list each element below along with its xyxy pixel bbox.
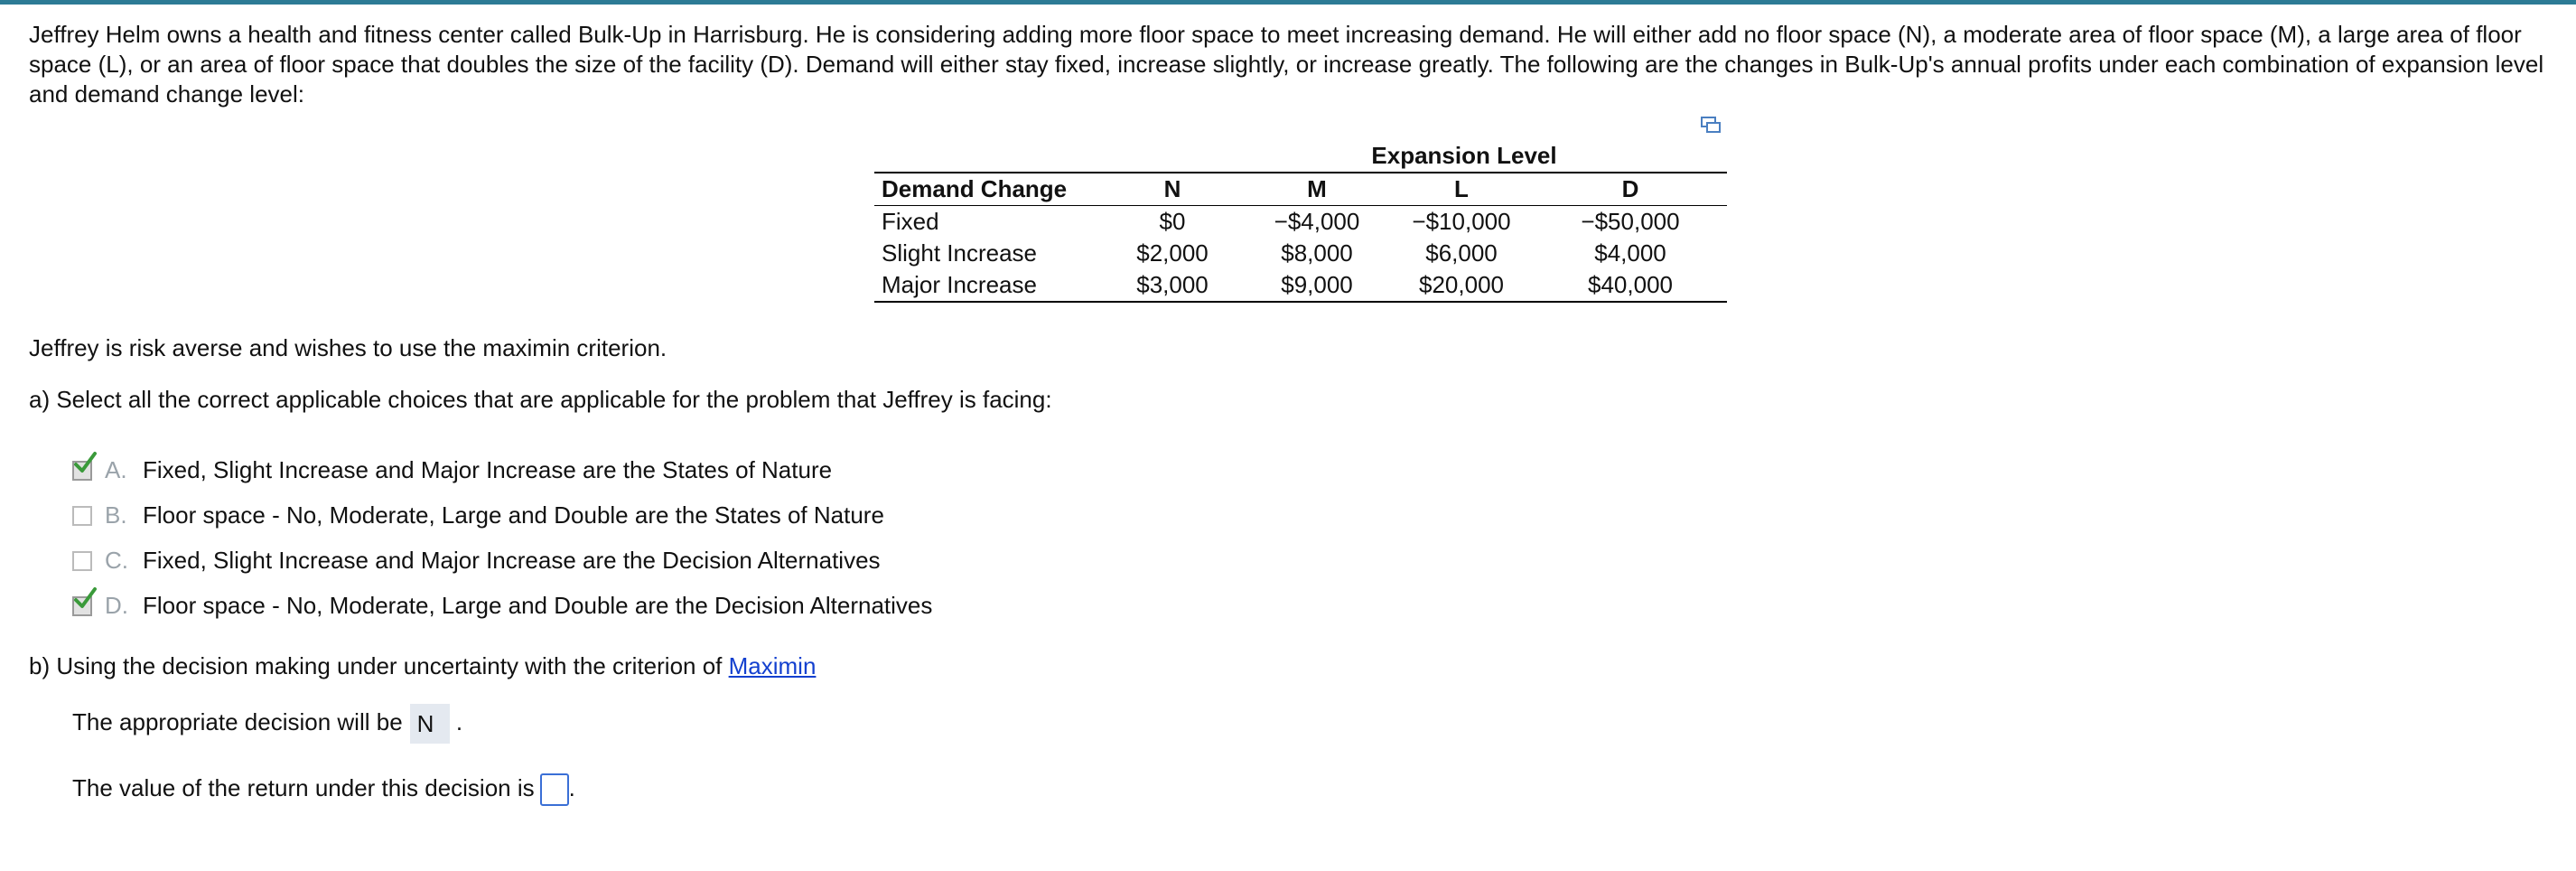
choice-b-text: Floor space - No, Moderate, Large and Double are the States of Nature [143, 501, 884, 529]
choice-b-letter: B. [105, 501, 127, 529]
part-b-prefix: b) Using the decision making under uncertainty with the criterion of [29, 652, 729, 679]
row-label: Fixed [882, 208, 939, 235]
problem-statement: Jeffrey Helm owns a health and fitness center called Bulk-Up in Harrisburg. He is considering adding more floor space to meet increasing demand. He will either add no floor space (N), a moderate area of floor space (M), a large area of floor space (L), or an area of floor space that doubles the size of the facility (D). Demand will either stay fixed, increase slightly, or increase greatly. The following are the changes in Bulk-Up's annual profits under each combination of expansion level and demand change level: [29, 21, 2544, 108]
choice-c-text: Fixed, Slight Increase and Major Increase are the Decision Alternatives [143, 546, 881, 574]
maximin-link[interactable]: Maximin [728, 652, 817, 679]
table-cell: $6,000 [1425, 239, 1498, 267]
decision-answer[interactable]: N [410, 704, 450, 744]
part-a-question: a) Select all the correct applicable choices that are applicable for the problem that Jeffrey is facing: [29, 386, 1052, 413]
checkmark-icon [72, 450, 98, 475]
choice-b[interactable] [70, 500, 884, 530]
table-cell: $9,000 [1245, 269, 1389, 302]
choice-d-checkbox[interactable] [70, 593, 96, 618]
table-row [874, 238, 1727, 269]
choice-a-checkbox[interactable] [70, 457, 96, 482]
choice-a[interactable] [70, 454, 832, 485]
choice-d-letter: D. [105, 591, 128, 619]
table-cell: −$50,000 [1581, 208, 1680, 235]
row-label: Major Increase [874, 269, 1100, 302]
choice-a-letter: A. [105, 455, 127, 483]
column-header: N [1100, 173, 1245, 206]
choice-c-checkbox[interactable] [70, 548, 96, 573]
demand-change-header: Demand Change [874, 173, 1100, 206]
value-label: The value of the return under this decision is [72, 774, 535, 801]
top-accent-bar [0, 0, 2576, 5]
payoff-table [874, 140, 1727, 303]
column-header: L [1389, 173, 1534, 206]
table-cell: −$10,000 [1412, 208, 1511, 235]
table-cell: $3,000 [1100, 269, 1245, 302]
choice-d[interactable] [70, 590, 932, 621]
decision-suffix: . [455, 708, 463, 735]
choice-c[interactable] [70, 545, 881, 576]
criterion-statement: Jeffrey is risk averse and wishes to use the maximin criterion. [29, 334, 667, 361]
table-row [874, 269, 1727, 302]
expansion-level-header: Expansion Level [1371, 142, 1557, 169]
column-header: M [1245, 173, 1389, 206]
choice-d-text: Floor space - No, Moderate, Large and Double are the Decision Alternatives [143, 591, 933, 619]
table-row [874, 206, 1727, 239]
table-cell: $2,000 [1136, 239, 1209, 267]
choice-a-text: Fixed, Slight Increase and Major Increase are the States of Nature [143, 455, 833, 483]
copy-table-icon[interactable] [1700, 116, 1722, 134]
value-line [72, 768, 575, 808]
value-suffix: . [568, 774, 575, 801]
table-cell: $4,000 [1594, 239, 1666, 267]
column-header: D [1534, 173, 1727, 206]
part-b-question [29, 652, 816, 680]
decision-line [72, 702, 462, 744]
choice-c-letter: C. [105, 546, 128, 574]
table-cell: $40,000 [1534, 269, 1727, 302]
value-answer-input[interactable] [540, 773, 569, 806]
table-cell: $0 [1159, 208, 1186, 235]
choice-b-checkbox[interactable] [70, 502, 96, 528]
table-cell: $20,000 [1389, 269, 1534, 302]
row-label: Slight Increase [882, 239, 1037, 267]
table-cell: $8,000 [1281, 239, 1353, 267]
checkmark-icon [72, 585, 98, 611]
table-cell: −$4,000 [1274, 208, 1360, 235]
decision-label: The appropriate decision will be [72, 708, 403, 735]
